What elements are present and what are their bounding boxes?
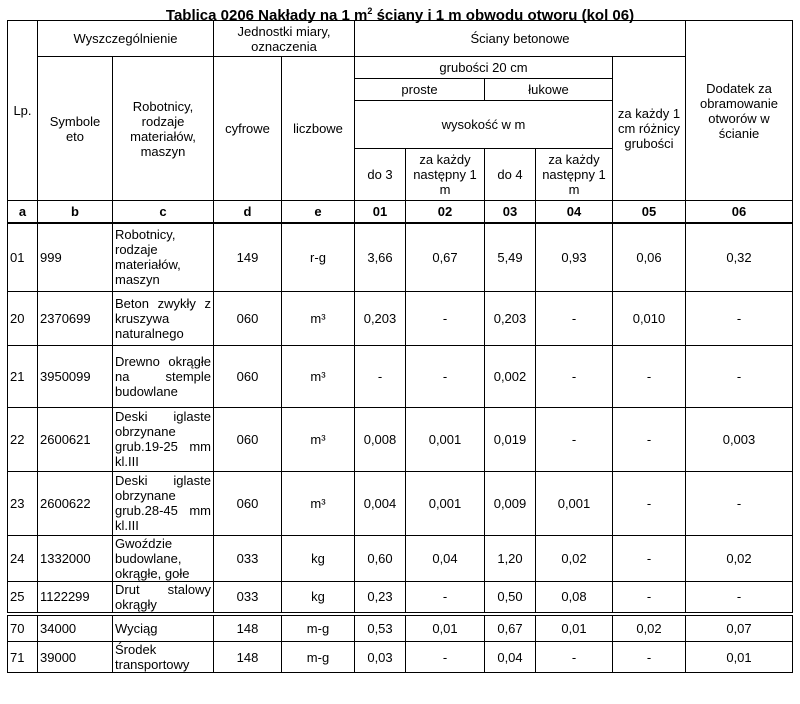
row-value-col-2: - [406, 581, 485, 614]
row-value-col-6: 0,01 [686, 642, 793, 673]
row-value-col-6: 0,07 [686, 614, 793, 642]
row-name: Deski iglaste obrzynane grub.19-25 mm kl.III [113, 407, 214, 471]
column-letter: 03 [485, 201, 536, 224]
row-value-col-1: 0,008 [355, 407, 406, 471]
row-symbol: 39000 [38, 642, 113, 673]
row-symbol: 2600622 [38, 471, 113, 535]
header-za-kazdy-2: za każdy następny 1 m [536, 149, 613, 201]
row-value-col-3: 0,019 [485, 407, 536, 471]
header-jednostki: Jednostki miary, oznaczenia [214, 21, 355, 57]
row-value-col-2: - [406, 345, 485, 407]
row-lp: 23 [8, 471, 38, 535]
row-value-col-6: 0,32 [686, 223, 793, 291]
row-unit: m-g [282, 614, 355, 642]
row-value-col-2: - [406, 642, 485, 673]
column-letter: b [38, 201, 113, 224]
row-lp: 70 [8, 614, 38, 642]
row-value-col-6: 0,02 [686, 535, 793, 581]
column-letter: e [282, 201, 355, 224]
column-letter: 05 [613, 201, 686, 224]
row-unit: kg [282, 535, 355, 581]
header-wysokosc: wysokość w m [355, 101, 613, 149]
row-value-col-6: - [686, 581, 793, 614]
row-unit-code: 148 [214, 614, 282, 642]
row-symbol: 34000 [38, 614, 113, 642]
row-value-col-3: 0,04 [485, 642, 536, 673]
row-name: Środek transportowy [113, 642, 214, 673]
row-value-col-3: 1,20 [485, 535, 536, 581]
row-value-col-1: 0,60 [355, 535, 406, 581]
row-unit-code: 149 [214, 223, 282, 291]
row-value-col-2: - [406, 291, 485, 345]
row-value-col-4: - [536, 407, 613, 471]
row-value-col-5: - [613, 581, 686, 614]
row-value-col-5: - [613, 407, 686, 471]
row-value-col-1: 0,03 [355, 642, 406, 673]
row-name: Gwoździe budowlane, okrągłe, gołe [113, 535, 214, 581]
row-lp: 21 [8, 345, 38, 407]
table-row [8, 407, 793, 471]
header-sciany: Ściany betonowe [355, 21, 686, 57]
table-row [8, 581, 793, 614]
row-symbol: 2600621 [38, 407, 113, 471]
row-value-col-4: - [536, 642, 613, 673]
header-za-kazdy-cm: za każdy 1 cm różnicy grubości [613, 57, 686, 201]
row-value-col-2: 0,67 [406, 223, 485, 291]
row-value-col-3: 0,203 [485, 291, 536, 345]
row-unit-code: 060 [214, 407, 282, 471]
row-value-col-5: - [613, 535, 686, 581]
table-row [8, 223, 793, 291]
row-value-col-6: 0,003 [686, 407, 793, 471]
row-unit: kg [282, 581, 355, 614]
row-value-col-5: - [613, 471, 686, 535]
row-value-col-4: 0,08 [536, 581, 613, 614]
row-unit: m³ [282, 345, 355, 407]
row-value-col-3: 5,49 [485, 223, 536, 291]
column-letter: c [113, 201, 214, 224]
row-unit-code: 060 [214, 471, 282, 535]
row-lp: 25 [8, 581, 38, 614]
row-symbol: 1122299 [38, 581, 113, 614]
header-cyfrowe: cyfrowe [214, 57, 282, 201]
row-unit: m³ [282, 291, 355, 345]
row-lp: 24 [8, 535, 38, 581]
header-za-kazdy-1: za każdy następny 1 m [406, 149, 485, 201]
row-value-col-2: 0,04 [406, 535, 485, 581]
row-value-col-5: - [613, 642, 686, 673]
row-value-col-4: 0,001 [536, 471, 613, 535]
column-letter: a [8, 201, 38, 224]
row-value-col-1: 3,66 [355, 223, 406, 291]
header-lukowe: łukowe [485, 79, 613, 101]
header-grubosci: grubości 20 cm [355, 57, 613, 79]
row-symbol: 999 [38, 223, 113, 291]
row-lp: 01 [8, 223, 38, 291]
row-value-col-1: 0,004 [355, 471, 406, 535]
row-name: Drut stalowy okrągły [113, 581, 214, 614]
row-name: Robotnicy, rodzaje materiałów, maszyn [113, 223, 214, 291]
row-value-col-1: - [355, 345, 406, 407]
row-symbol: 2370699 [38, 291, 113, 345]
row-unit: r-g [282, 223, 355, 291]
row-lp: 71 [8, 642, 38, 673]
column-letter: 01 [355, 201, 406, 224]
row-value-col-5: - [613, 345, 686, 407]
norms-table [7, 20, 793, 673]
column-letter: d [214, 201, 282, 224]
table-row [8, 345, 793, 407]
row-unit-code: 033 [214, 535, 282, 581]
table-row [8, 642, 793, 673]
row-lp: 20 [8, 291, 38, 345]
row-lp: 22 [8, 407, 38, 471]
row-unit-code: 060 [214, 345, 282, 407]
row-value-col-4: 0,01 [536, 614, 613, 642]
table-row [8, 614, 793, 642]
row-unit-code: 148 [214, 642, 282, 673]
row-value-col-3: 0,009 [485, 471, 536, 535]
row-value-col-1: 0,23 [355, 581, 406, 614]
row-value-col-1: 0,203 [355, 291, 406, 345]
row-value-col-6: - [686, 291, 793, 345]
table-row [8, 471, 793, 535]
row-name: Beton zwykły z kruszywa naturalnego [113, 291, 214, 345]
row-unit: m³ [282, 471, 355, 535]
row-unit: m³ [282, 407, 355, 471]
row-value-col-5: 0,010 [613, 291, 686, 345]
row-value-col-3: 0,67 [485, 614, 536, 642]
header-proste: proste [355, 79, 485, 101]
header-symbole: Symbole eto [38, 57, 113, 201]
table-title: Tablica 0206 Nakłady na 1 $m^2$ ściany i 1 m obwodu otworu (kol 06) [165, 6, 635, 24]
header-liczbowe: liczbowe [282, 57, 355, 201]
row-value-col-4: - [536, 291, 613, 345]
row-symbol: 1332000 [38, 535, 113, 581]
row-value-col-2: 0,001 [406, 407, 485, 471]
row-value-col-2: 0,001 [406, 471, 485, 535]
row-value-col-3: 0,50 [485, 581, 536, 614]
table-row [8, 291, 793, 345]
header-dodatek: Dodatek za obramowanie otworów w ścianie [686, 21, 793, 201]
row-value-col-6: - [686, 345, 793, 407]
table-row [8, 535, 793, 581]
row-value-col-4: - [536, 345, 613, 407]
row-value-col-2: 0,01 [406, 614, 485, 642]
row-name: Deski iglaste obrzynane grub.28-45 mm kl.III [113, 471, 214, 535]
row-value-col-3: 0,002 [485, 345, 536, 407]
column-letter: 02 [406, 201, 485, 224]
header-robotnicy: Robotnicy, rodzaje materiałów, maszyn [113, 57, 214, 201]
row-value-col-4: 0,93 [536, 223, 613, 291]
column-letter: 04 [536, 201, 613, 224]
row-value-col-1: 0,53 [355, 614, 406, 642]
row-unit-code: 060 [214, 291, 282, 345]
row-value-col-5: 0,06 [613, 223, 686, 291]
row-value-col-4: 0,02 [536, 535, 613, 581]
row-name: Drewno okrągłe na stemple budowlane [113, 345, 214, 407]
row-unit: m-g [282, 642, 355, 673]
column-letter: 06 [686, 201, 793, 224]
row-name: Wyciąg [113, 614, 214, 642]
row-value-col-6: - [686, 471, 793, 535]
header-wyszczegolnienie: Wyszczególnienie [38, 21, 214, 57]
header-lp: Lp. [8, 21, 38, 201]
row-value-col-5: 0,02 [613, 614, 686, 642]
header-do3: do 3 [355, 149, 406, 201]
row-symbol: 3950099 [38, 345, 113, 407]
header-do4: do 4 [485, 149, 536, 201]
row-unit-code: 033 [214, 581, 282, 614]
